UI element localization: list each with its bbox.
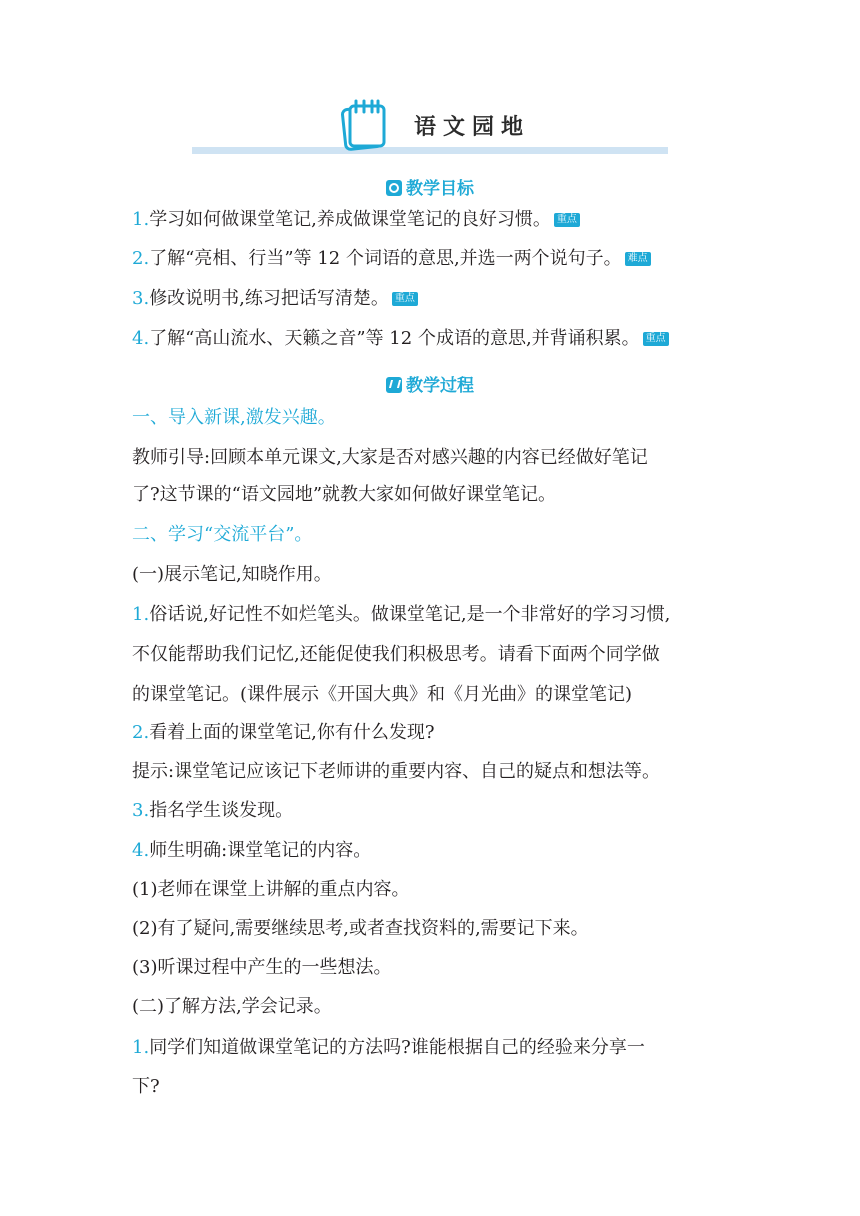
step-text: 师生明确:课堂笔记的内容。 (149, 840, 372, 861)
target-icon (386, 180, 402, 196)
step-number: 1. (132, 1037, 150, 1058)
objective-item-4 (132, 327, 669, 351)
page-title: 语文园地 (414, 115, 531, 140)
hint-line: 提示:课堂笔记应该记下老师讲的重要内容、自己的疑点和想法等。 (132, 761, 661, 782)
key-point-badge: 重点 (392, 292, 418, 306)
objective-number: 3. (132, 288, 150, 309)
difficulty-badge: 难点 (625, 252, 651, 266)
sub2-title: (二)了解方法,学会记录。 (132, 996, 332, 1017)
title-underline-bar (192, 147, 668, 154)
objective-text: 了解“高山流水、天籁之音”等 12 个成语的意思,并背诵积累。 (149, 328, 640, 349)
content-item-2: (2)有了疑问,需要继续思考,或者查找资料的,需要记下来。 (132, 918, 589, 939)
objective-item-1 (132, 208, 580, 232)
step-text: 俗话说,好记性不如烂笔头。做课堂笔记,是一个非常好的学习习惯, (149, 604, 671, 625)
objective-number: 2. (132, 248, 150, 269)
step-text: 看着上面的课堂笔记,你有什么发现? (149, 722, 435, 743)
notebook-icon (340, 98, 388, 152)
part1-line: 了?这节课的“语文园地”就教大家如何做好课堂笔记。 (132, 484, 557, 505)
title-banner (192, 96, 668, 158)
step-number: 2. (132, 722, 150, 743)
step-2-line (132, 721, 435, 745)
step-1-line: 的课堂笔记。(课件展示《开国大典》和《月光曲》的课堂笔记) (132, 684, 633, 705)
process-heading (0, 371, 860, 396)
step-4-line (132, 839, 371, 863)
step-number: 3. (132, 800, 150, 821)
process-heading-text: 教学过程 (406, 376, 474, 396)
key-point-badge: 重点 (554, 213, 580, 227)
objective-text: 学习如何做课堂笔记,养成做课堂笔记的良好习惯。 (149, 209, 551, 230)
step-1-line (132, 603, 670, 627)
sub1-title: (一)展示笔记,知晓作用。 (132, 564, 332, 585)
objective-item-2 (132, 247, 651, 271)
step-1-line: 不仅能帮助我们记忆,还能促使我们积极思考。请看下面两个同学做 (132, 644, 660, 665)
objective-item-3 (132, 287, 418, 311)
objective-text: 修改说明书,练习把话写清楚。 (149, 288, 389, 309)
step-3-line (132, 799, 293, 823)
content-item-1: (1)老师在课堂上讲解的重点内容。 (132, 879, 410, 900)
method-step-1-line: 下? (132, 1076, 160, 1097)
objectives-heading-text: 教学目标 (406, 179, 474, 199)
step-text: 同学们知道做课堂笔记的方法吗?谁能根据自己的经验来分享一 (149, 1037, 645, 1058)
process-icon (386, 377, 402, 393)
objective-number: 4. (132, 328, 150, 349)
step-text: 指名学生谈发现。 (149, 800, 294, 821)
objective-number: 1. (132, 209, 150, 230)
method-step-1-line (132, 1036, 645, 1060)
step-number: 4. (132, 840, 150, 861)
part1-title: 一、导入新课,激发兴趣。 (132, 407, 336, 428)
step-number: 1. (132, 604, 150, 625)
key-point-badge: 重点 (643, 332, 669, 346)
part2-title: 二、学习“交流平台”。 (132, 524, 313, 545)
objective-text: 了解“亮相、行当”等 12 个词语的意思,并选一两个说句子。 (149, 248, 622, 269)
part1-line: 教师引导:回顾本单元课文,大家是否对感兴趣的内容已经做好笔记 (132, 447, 648, 468)
content-item-3: (3)听课过程中产生的一些想法。 (132, 957, 392, 978)
objectives-heading (0, 174, 860, 199)
